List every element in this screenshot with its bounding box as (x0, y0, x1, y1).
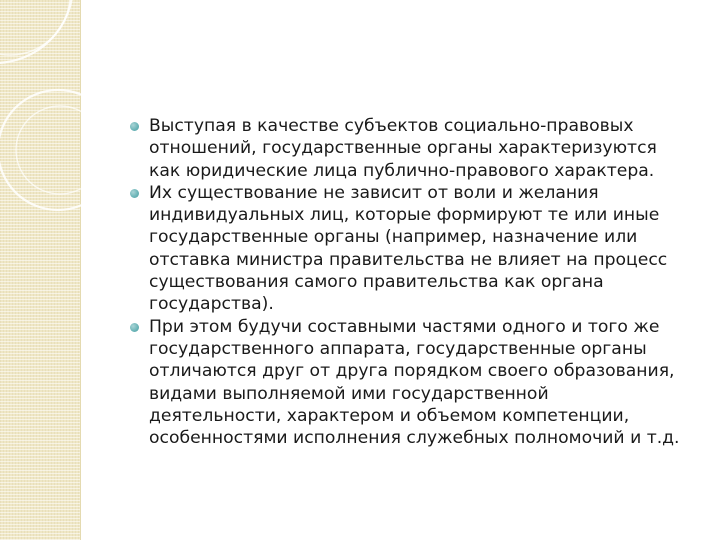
bullet-item (130, 316, 710, 450)
bullet-line: Их существование не зависит от воли и желания (149, 182, 599, 203)
bullet-line: государственного аппарата, государственные органы (149, 338, 647, 359)
bullet-line: индивидуальных лиц, которые формируют те или иные (149, 205, 660, 226)
bullet-line: видами выполняемой ими государственной (149, 383, 549, 404)
bullet-line: как юридические лица публично-правового характера. (149, 160, 655, 181)
bullet-line: государственные органы (например, назначение или (149, 227, 638, 248)
bullet-line: отношений, государственные органы характеризуются (149, 138, 657, 159)
bullet-list (130, 115, 710, 449)
bullet-line: государства). (149, 294, 274, 315)
bullet-item (130, 182, 710, 316)
bullet-dot-icon (130, 323, 139, 332)
content-area (130, 115, 710, 449)
bullet-line: отставка министра правительства не влияет на процесс (149, 249, 668, 270)
bullet-line: существования самого правительства как органа (149, 272, 604, 293)
bullet-item (130, 115, 710, 182)
bullet-dot-icon (130, 122, 139, 131)
bullet-line: особенностями исполнения служебных полномочий и т.д. (149, 428, 680, 449)
bullet-dot-icon (130, 189, 139, 198)
decorative-circles-icon (0, 0, 140, 300)
bullet-line: отличаются друг от друга порядком своего образования, (149, 361, 675, 382)
bullet-line: деятельности, характером и объемом компетенции, (149, 405, 630, 426)
bullet-line: При этом будучи составными частями одного и того же (149, 316, 660, 337)
bullet-line: Выступая в качестве субъектов социально-правовых (149, 116, 634, 136)
